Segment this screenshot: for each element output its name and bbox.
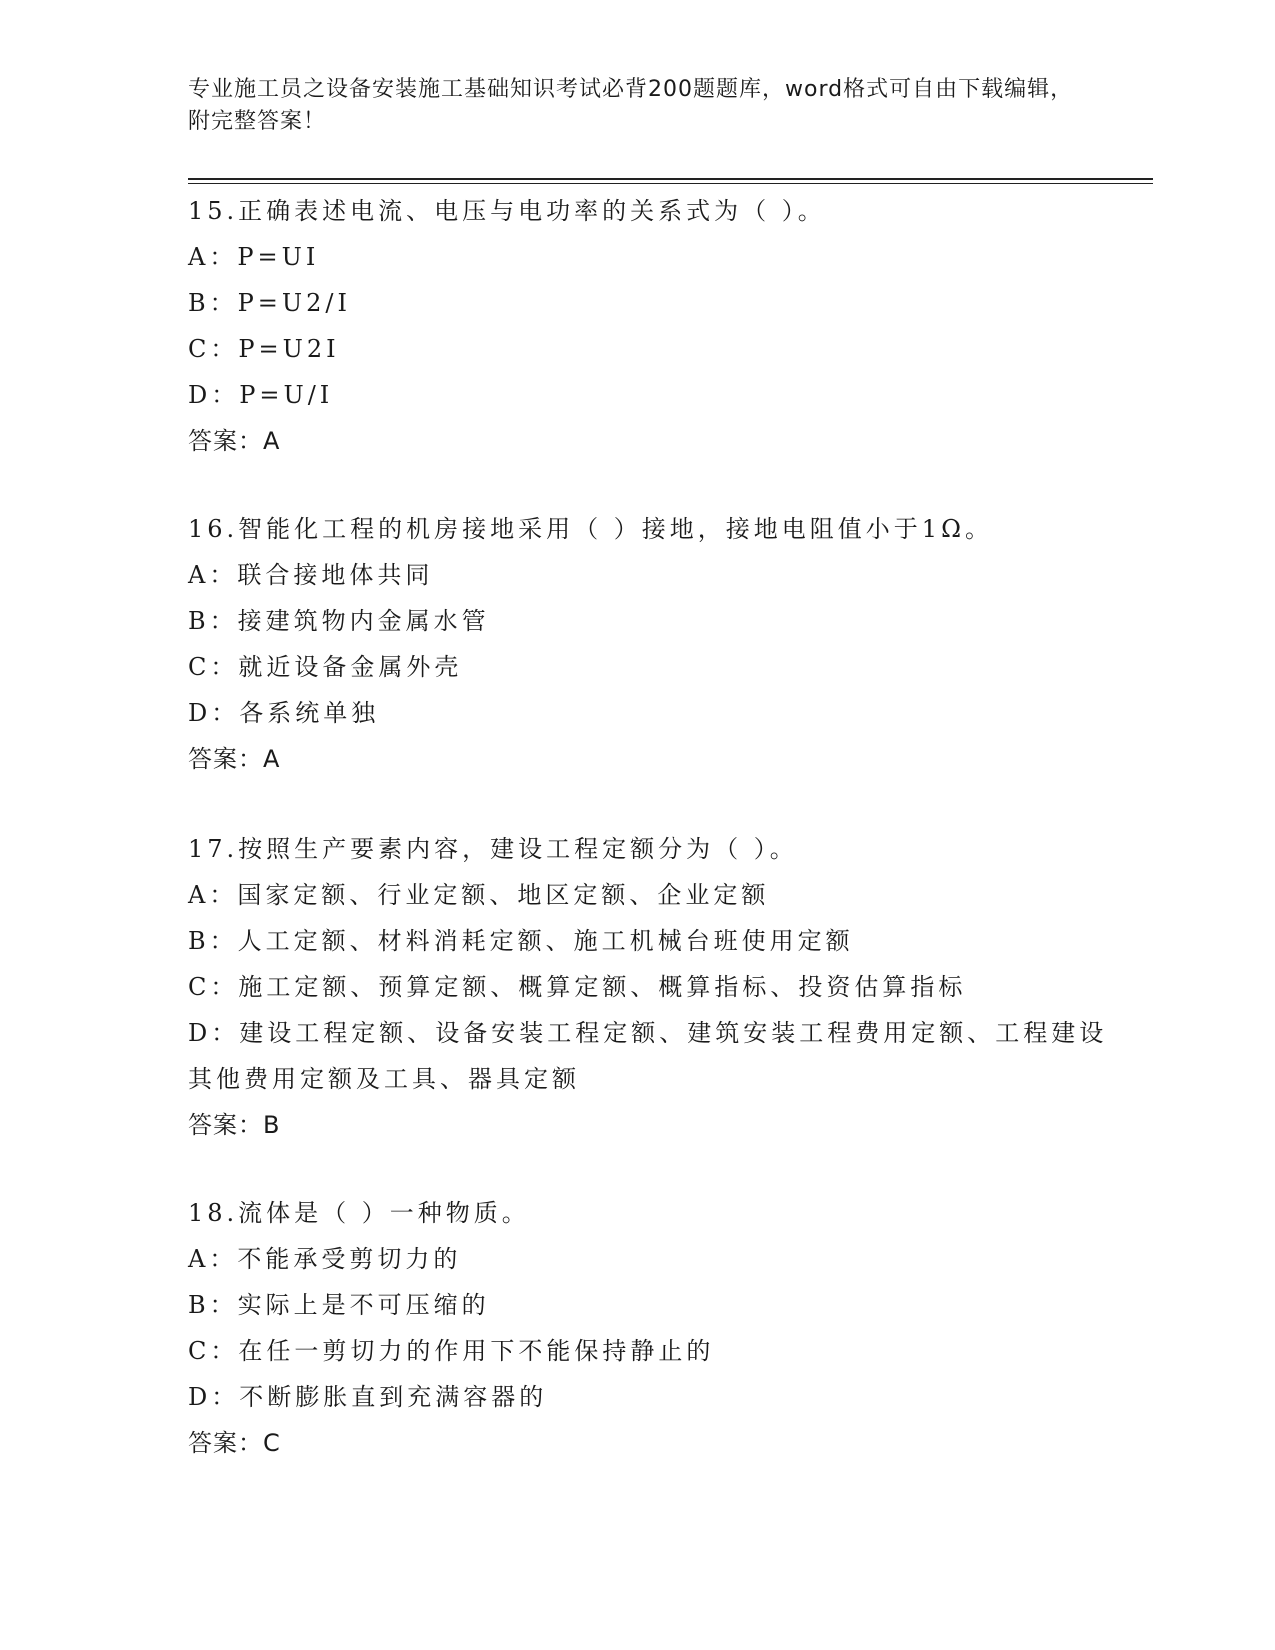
header-divider	[188, 178, 1153, 180]
option-c: C：施工定额、预算定额、概算定额、概算指标、投资估算指标	[188, 973, 967, 1001]
option-a: A：P=UI	[188, 243, 320, 271]
option-b: B：接建筑物内金属水管	[188, 607, 490, 635]
question-stem: 15.正确表述电流、电压与电功率的关系式为（ ）。	[188, 197, 826, 225]
question-18	[188, 1190, 1108, 1466]
option-d: D：建设工程定额、设备安装工程定额、建筑安装工程费用定额、工程建设其他费用定额及工具、器具定额	[188, 1019, 1108, 1093]
option-c: C：在任一剪切力的作用下不能保持静止的	[188, 1337, 715, 1365]
answer-line: 答案：B	[188, 1111, 281, 1139]
question-stem: 18.流体是（ ）一种物质。	[188, 1199, 530, 1227]
option-a: A：国家定额、行业定额、地区定额、企业定额	[188, 881, 770, 909]
answer-line: 答案：A	[188, 745, 281, 773]
header-divider-thin	[188, 183, 1153, 184]
option-c: C：就近设备金属外壳	[188, 653, 463, 681]
option-d: D：不断膨胀直到充满容器的	[188, 1383, 548, 1411]
question-stem: 16.智能化工程的机房接地采用（ ）接地，接地电阻值小于1Ω。	[188, 515, 993, 543]
option-b: B：P=U2/I	[188, 289, 351, 317]
answer-line: 答案：A	[188, 427, 281, 455]
option-b: B：人工定额、材料消耗定额、施工机械台班使用定额	[188, 927, 854, 955]
document-header: 专业施工员之设备安装施工基础知识考试必背200题题库，word格式可自由下载编辑，附完整答案！	[188, 77, 1074, 134]
option-d: D：各系统单独	[188, 699, 380, 727]
option-c: C：P=U2I	[188, 335, 340, 363]
option-b: B：实际上是不可压缩的	[188, 1291, 490, 1319]
option-a: A：不能承受剪切力的	[188, 1245, 462, 1273]
question-15	[188, 188, 1108, 464]
question-16	[188, 506, 1108, 782]
question-17	[188, 826, 1108, 1148]
question-stem: 17.按照生产要素内容，建设工程定额分为（ ）。	[188, 835, 798, 863]
answer-line: 答案：C	[188, 1429, 281, 1457]
option-a: A：联合接地体共同	[188, 561, 434, 589]
option-d: D：P=U/I	[188, 381, 334, 409]
